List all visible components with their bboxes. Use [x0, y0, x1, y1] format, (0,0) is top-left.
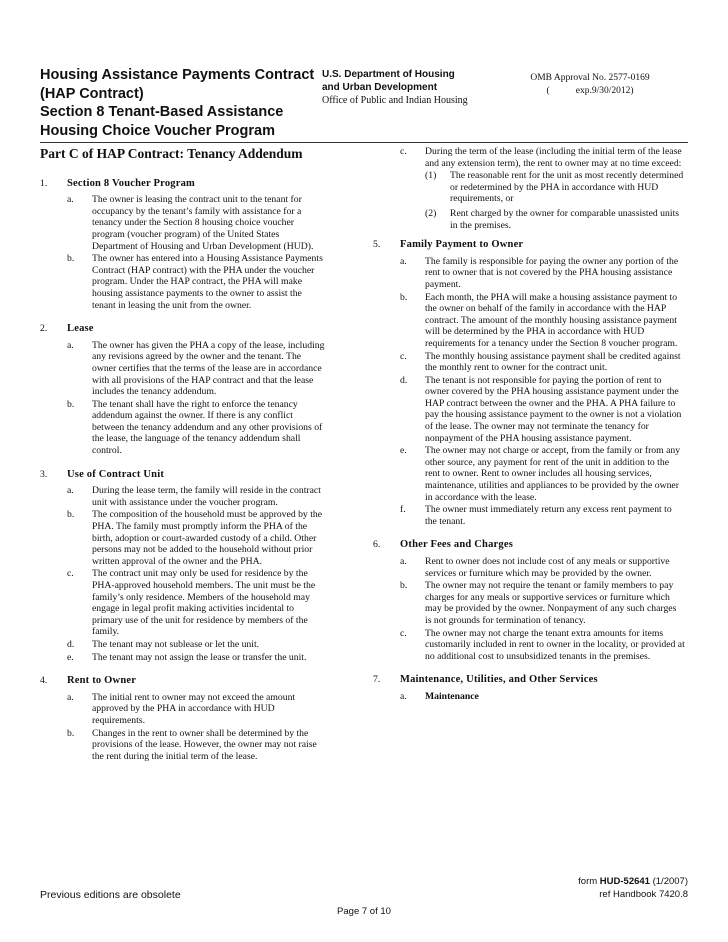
section-number: 5. [373, 239, 381, 251]
section-number: 7. [373, 674, 381, 686]
left-column [40, 146, 326, 774]
item-text: During the lease term, the family will reside in the contract unit with assistance under the voucher program. [92, 485, 321, 508]
sub-item [425, 170, 685, 205]
list-item [67, 692, 326, 727]
contract-title [40, 66, 330, 140]
part-title: Part C of HAP Contract: Tenancy Addendum [40, 146, 303, 161]
list-item [400, 292, 685, 350]
department-header [322, 69, 522, 108]
item-label: b. [67, 253, 75, 265]
item-text: Rent to owner does not include cost of any meals or supportive services or furniture which may be provided by the owner. [425, 556, 670, 579]
item-text: The owner may not charge or accept, from the family or from any other source, any payment for rent of the unit in addition to the rent to owner. Rent to owner includes all housing services, maintenance, utilities and appliances to be provided by the owner in accordance with the lease. [425, 445, 681, 503]
item-text: During the term of the lease (including the initial term of the lease and any extension term), the rent to owner may at no time exceed: [425, 146, 682, 169]
title-line: Housing Choice Voucher Program [40, 122, 275, 139]
section-heading: Use of Contract Unit [67, 468, 165, 480]
item-label: b. [400, 291, 408, 303]
item-text: The owner has entered into a Housing Assistance Payments Contract (HAP contract) with the PHA under the voucher program. Under the HAP contract, the PHA will make housing assistance payments to the owner to assist the tenant in leasing the unit from the owner. [92, 253, 323, 311]
item-text: The owner may not require the tenant or family members to pay charges for any meals or supportive services or furniture which may be provided by the owner. Nonpayment of any such charges is not grounds for termination of tenancy. [425, 580, 677, 626]
item-label: a. [400, 556, 407, 567]
section-number: 4. [40, 675, 48, 687]
item-label: e. [67, 651, 74, 663]
list-item [67, 639, 326, 651]
item-label: b. [67, 509, 75, 521]
department-name: U.S. Department of Housing [322, 69, 455, 80]
section-4 [40, 675, 326, 762]
item-text: Changes in the rent to owner shall be determined by the provisions of the lease. However, the owner may not raise the rent during the initial term of the lease. [92, 727, 317, 762]
list-item [400, 504, 685, 527]
item-text: The owner has given the PHA a copy of the lease, including any revisions agreed by the owner and the tenant. The owner certifies that the terms of the lease are in accordance with all provisions of the HAP contract and that the lease includes the tenancy addendum. [92, 339, 325, 398]
section-heading: Family Payment to Owner [400, 239, 524, 251]
item-text: The composition of the household must be approved by the PHA. The family must promptly inform the PHA of the birth, adoption or court-awarded custody of a child. Other persons may not be added to the household without prior written approval of the owner and the PHA. [92, 509, 323, 567]
office-name: Office of Public and Indian Housing [322, 95, 468, 106]
list-item [67, 399, 326, 457]
footer-obsolete-notice: Previous editions are obsolete [40, 889, 181, 901]
item-text: The owner is leasing the contract unit to the tenant for occupancy by the tenant’s family with assistance for a tenancy under the Section 8 housing choice voucher program (voucher program) of the United States Department of Housing and Urban Development (HUD). [92, 194, 314, 252]
title-line: Housing Assistance Payments Contract [40, 67, 315, 83]
header-divider [40, 142, 688, 143]
list-item [67, 728, 326, 763]
title-line: Section 8 Tenant-Based Assistance [40, 104, 284, 120]
item-label: a. [400, 690, 407, 702]
item-label: c. [400, 627, 407, 639]
section-3 [40, 469, 326, 664]
list-item [400, 445, 685, 503]
list-item [67, 485, 326, 508]
list-item [400, 556, 685, 579]
title-line: (HAP Contract) [40, 85, 144, 102]
item-label: b. [400, 580, 408, 592]
item-label: e. [400, 445, 407, 457]
section-number: 3. [40, 468, 48, 480]
item-label: b. [67, 727, 75, 739]
list-item [67, 652, 326, 664]
item-text: The initial rent to owner may not exceed the amount approved by the PHA in accordance with HUD requirements. [92, 691, 296, 726]
form-date: (1/2007) [649, 876, 688, 887]
item-label: c. [67, 568, 74, 580]
list-item [67, 568, 326, 638]
item-label: b. [67, 398, 75, 410]
section-heading: Rent to Owner [67, 675, 137, 687]
sub-item-text: Rent charged by the owner for comparable unassisted units in the premises. [450, 207, 680, 231]
item-label: a. [67, 194, 74, 206]
right-column [373, 146, 685, 715]
list-item [400, 375, 685, 445]
item-text: The owner must immediately return any excess rent payment to the tenant. [425, 504, 672, 527]
continued-item [373, 146, 685, 231]
section-number: 1. [40, 177, 48, 189]
list-item [400, 580, 685, 626]
list-item [400, 628, 685, 663]
form-number-line [578, 876, 688, 889]
omb-expiration: ( exp.9/30/2012) [546, 86, 634, 96]
section-heading: Other Fees and Charges [400, 539, 513, 551]
item-text: The tenant may not sublease or let the unit. [92, 638, 260, 650]
item-label: c. [400, 146, 407, 157]
sub-item-text: The reasonable rent for the unit as most recently determined or redetermined by the PHA in accordance with HUD requirements, or [450, 170, 684, 205]
item-text: Each month, the PHA will make a housing assistance payment to the owner on behalf of the family in accordance with the HAP contract. The amount of the monthly housing assistance payment will be determined by the PHA in accordance with HUD requirements for a tenancy under the Section 8 voucher program. [425, 291, 678, 349]
item-label: a. [400, 255, 407, 267]
list-item [67, 194, 326, 252]
item-label: f. [400, 504, 406, 516]
form-number: HUD-52641 [599, 876, 650, 887]
item-text: The family is responsible for paying the owner any portion of the rent to owner that is not covered by the PHA housing assistance payment. [425, 255, 679, 290]
section-number: 6. [373, 539, 381, 551]
list-item [67, 253, 326, 311]
list-item [400, 691, 685, 703]
item-label: a. [67, 691, 74, 703]
section-2 [40, 323, 326, 457]
item-text: The tenant is not responsible for paying the portion of rent to owner covered by the PHA housing assistance payment under the HAP contract between the owner and the PHA. A PHA failure to pay the housing assistance payment to the owner is not a violation of the lease. The owner may not terminate the tenancy for nonpayment of the PHA housing assistance payment. [425, 374, 682, 444]
item-text: The tenant may not assign the lease or transfer the unit. [92, 651, 307, 663]
item-text: The tenant shall have the right to enforce the tenancy addendum against the owner. If there is any conflict between the tenancy addendum and any other provisions of the lease, the language of the tenancy addendum shall control. [92, 398, 323, 457]
page-number: Page 7 of 10 [337, 906, 391, 917]
item-label: d. [400, 374, 408, 386]
handbook-reference: ref Handbook 7420.8 [599, 888, 688, 900]
section-7 [373, 674, 685, 702]
section-heading: Lease [67, 323, 94, 335]
list-item [67, 340, 326, 398]
item-label: c. [400, 350, 407, 362]
section-number: 2. [40, 323, 48, 335]
item-label: d. [67, 638, 75, 650]
list-item [400, 256, 685, 291]
item-label: a. [67, 339, 74, 351]
list-item [400, 351, 685, 374]
section-5 [373, 239, 685, 527]
footer-form-info [578, 876, 688, 901]
section-6 [373, 539, 685, 662]
item-label: a. [67, 485, 74, 497]
list-item [67, 509, 326, 567]
omb-number: OMB Approval No. 2577-0169 [530, 73, 650, 83]
form-prefix: form [578, 876, 600, 887]
item-text: Maintenance [425, 690, 479, 702]
section-1 [40, 178, 326, 312]
item-text: The monthly housing assistance payment shall be credited against the monthly rent to owner for the contract unit. [425, 350, 681, 374]
department-name: and Urban Development [322, 81, 438, 93]
item-text: The contract unit may only be used for residence by the PHA-approved household members. The unit must be the family’s only residence. Members of the household may engage in legal profit making activities incidental to primary use of the unit for residence by members of the family. [92, 568, 316, 638]
section-heading: Section 8 Voucher Program [67, 177, 195, 189]
sub-item [425, 208, 685, 231]
sub-item-label: (1) [425, 170, 437, 182]
item-text: The owner may not charge the tenant extra amounts for items customarily included in rent to owner in the locality, or provided at no additional cost to unsubsidized tenants in the premises. [425, 627, 685, 662]
section-heading: Maintenance, Utilities, and Other Services [400, 674, 598, 686]
sub-item-label: (2) [425, 207, 437, 219]
omb-approval [505, 72, 675, 98]
